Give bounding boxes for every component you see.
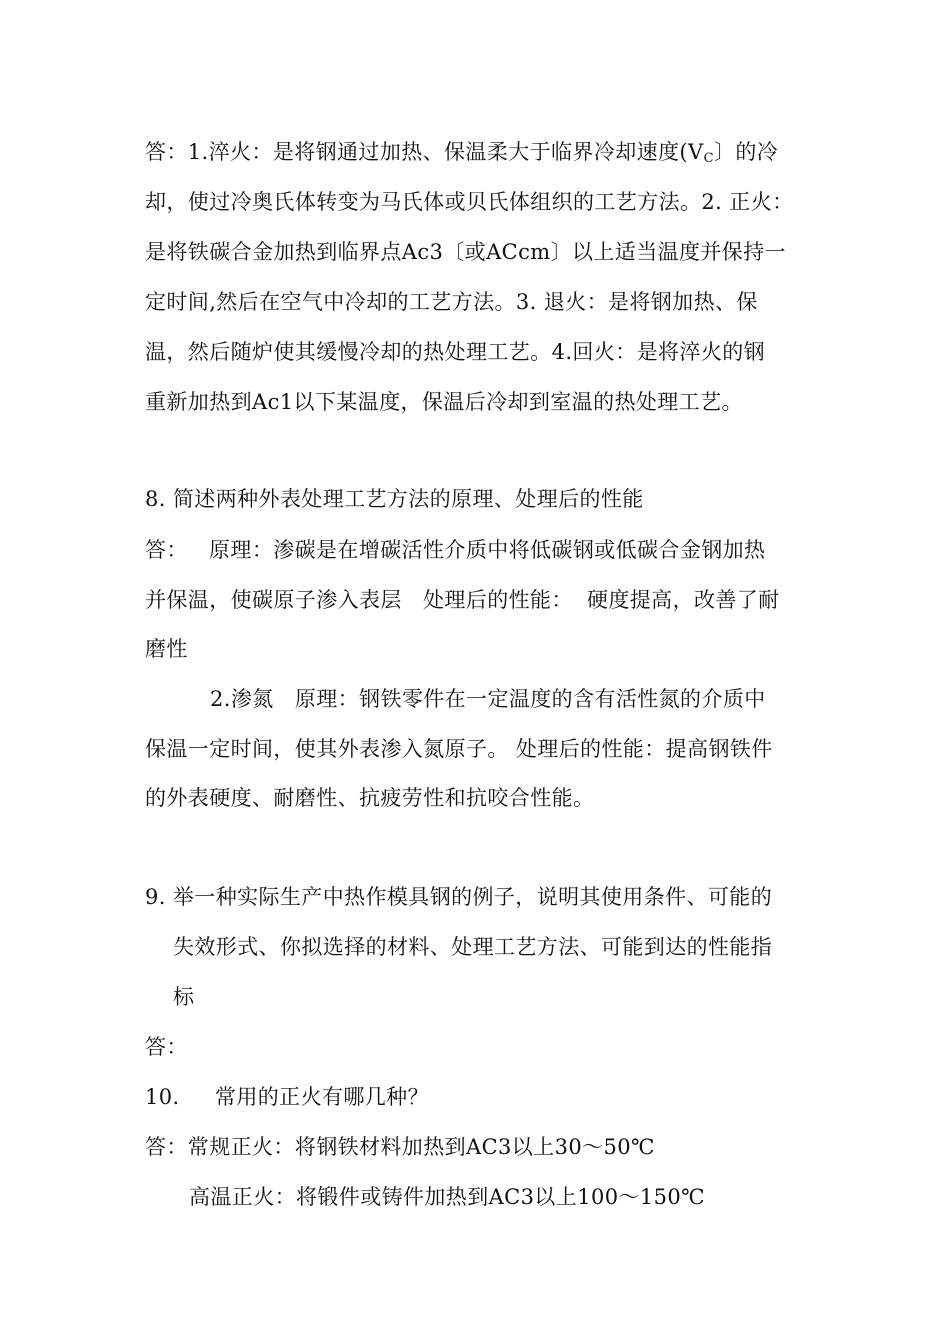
answer7-line-3: 是将铁碳合金加热到临界点Ac3〔或ACcm〕以上适当温度并保持一 [145, 240, 786, 264]
question9-line-2: 失效形式、你拟选择的材料、处理工艺方法、可能到达的性能指 [173, 935, 773, 959]
answer7-line-6: 重新加热到Ac1以下某温度，保温后冷却到室温的热处理工艺。 [145, 390, 743, 414]
answer7-line-1-text: 答：1.淬火：是将钢通过加热、保温柔大于临界冷却速度(V [145, 140, 704, 164]
answer7-line-1-tail: 〕的冷 [713, 140, 779, 164]
answer7-line-1 [145, 139, 778, 172]
question8-answer-line-3: 磨性 [145, 637, 188, 661]
question10-title: 10. 常用的正火有哪几种？ [145, 1085, 429, 1109]
answer7-line-4: 定时间,然后在空气中冷却的工艺方法。3. 退火：是将钢加热、保 [145, 290, 758, 314]
question8-nitriding-line-3: 的外表硬度、耐磨性、抗疲劳性和抗咬合性能。 [145, 786, 595, 810]
question8-nitriding-line-2: 保温一定时间，使其外表渗入氮原子。 处理后的性能：提高钢铁件 [145, 737, 773, 761]
question10-answer-line-2: 高温正火：将锻件或铸件加热到AC3以上100～150℃ [189, 1185, 706, 1209]
question8-nitriding-line-1: 2.渗氮 原理：钢铁零件在一定温度的含有活性氮的介质中 [210, 687, 766, 711]
question9-answer: 答： [145, 1035, 188, 1059]
subscript-c: C [703, 151, 714, 166]
question8-answer-line-2: 并保温，使碳原子渗入表层 处理后的性能： 硬度提高，改善了耐 [145, 588, 780, 612]
answer7-line-2: 却，使过冷奥氏体转变为马氏体或贝氏体组织的工艺方法。2. 正火： [145, 190, 794, 214]
question8-answer-line-1: 答： 原理：渗碳是在增碳活性介质中将低碳钢或低碳合金钢加热 [145, 538, 766, 562]
question9-line-3: 标 [173, 985, 195, 1009]
question10-answer-line-1: 答：常规正火：将钢铁材料加热到AC3以上30～50℃ [145, 1135, 655, 1159]
question8-title: 8. 简述两种外表处理工艺方法的原理、处理后的性能 [145, 487, 644, 511]
question9-line-1: 9. 举一种实际生产中热作模具钢的例子，说明其使用条件、可能的 [145, 885, 773, 909]
answer7-line-5: 温，然后随炉使其缓慢冷却的热处理工艺。4.回火：是将淬火的钢 [145, 340, 766, 364]
